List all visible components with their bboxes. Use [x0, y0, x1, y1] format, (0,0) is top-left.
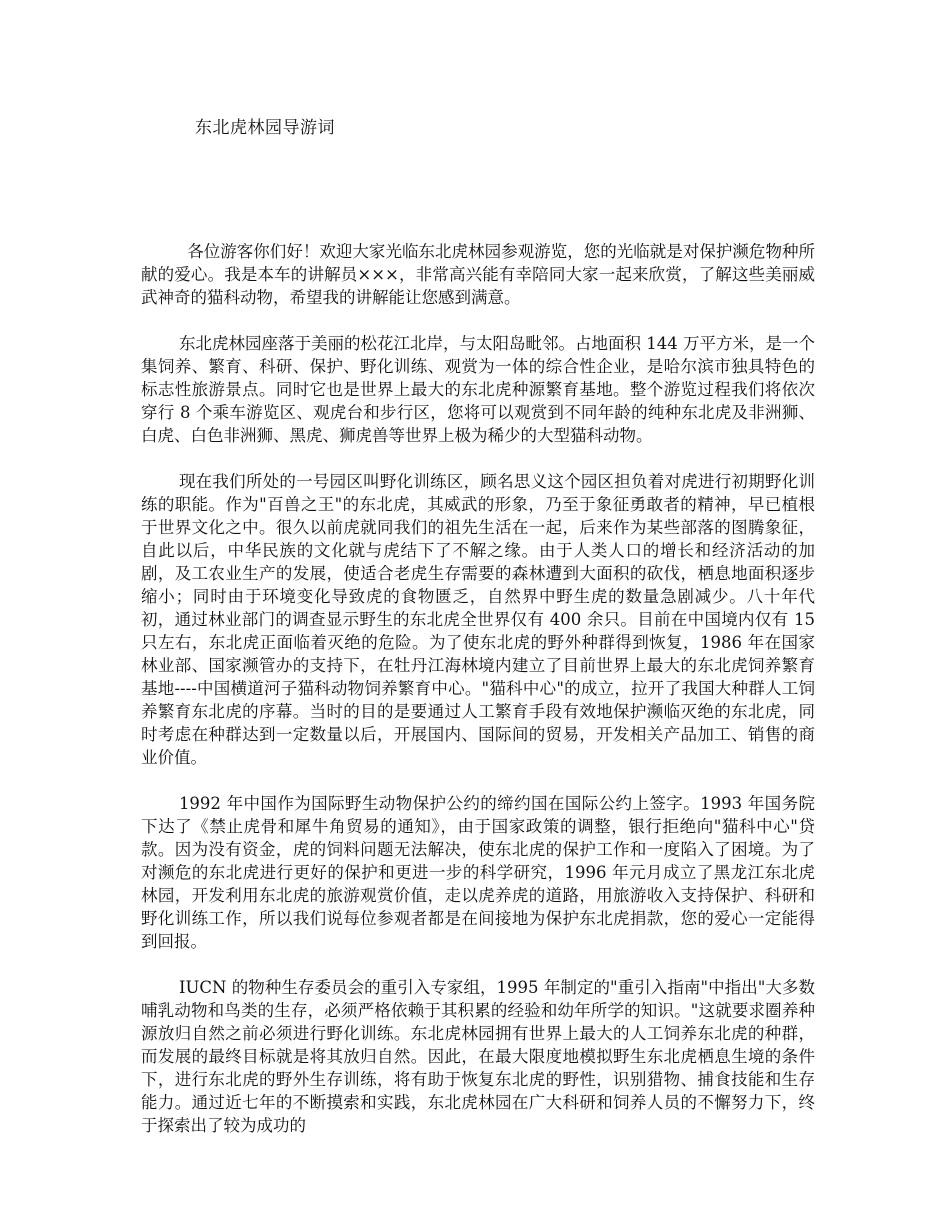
- paragraph-iucn-reintroduction: IUCN 的物种生存委员会的重引入专家组，1995 年制定的"重引入指南"中指出"大多数哺乳动物和鸟类的生存，必须严格依赖于其积累的经验和幼年所学的知识。"这就要求圈养种源放归自然之前必须进行野化训练。东北虎林园拥有世界上最大的人工饲养东北虎的种群，而发展的最终目标就是将其放归自然。因此，在最大限度地模拟野生东北虎栖息生境的条件下，进行东北虎的野外生存训练，将有助于恢复东北虎的野性，识别猎物、捕食技能和生存能力。通过近七年的不断摸索和实践，东北虎林园在广大科研和饲养人员的不懈努力下，终于探索出了较为成功的: [141, 978, 815, 1135]
- paragraph-history-1992: 1992 年中国作为国际野生动物保护公约的缔约国在国际公约上签字。1993 年国务院下达了《禁止虎骨和犀牛角贸易的通知》，由于国家政策的调整，银行拒绝向"猫科中心"贷款。因为没有资金，虎的饲料问题无法解决，使东北虎的保护工作和一度陷入了困境。为了对濒危的东北虎进行更好的保护和更进一步的科学研究，1996 年元月成立了黑龙江东北虎林园，开发利用东北虎的旅游观赏价值，走以虎养虎的道路，用旅游收入支持保护、科研和野化训练工作，所以我们说每位参观者都是在间接地为保护东北虎捐款，您的爱心一定能得到回报。: [141, 794, 815, 951]
- document-body: [141, 240, 815, 1160]
- document-title: 东北虎林园导游词: [195, 118, 335, 138]
- paragraph-wild-training-area: 现在我们所处的一号园区叫野化训练区，顾名思义这个园区担负着对虎进行初期野化训练的职能。作为"百兽之王"的东北虎，其威武的形象，乃至于象征勇敢者的精神，早已植根于世界文化之中。很久以前虎就同我们的祖先生活在一起，后来作为某些部落的图腾象征，自此以后，中华民族的文化就与虎结下了不解之缘。由于人类人口的增长和经济活动的加剧，及工农业生产的发展，使适合老虎生存需要的森林遭到大面积的砍伐，栖息地面积逐步缩小；同时由于环境变化导致虎的食物匮乏，自然界中野生虎的数量急剧减少。八十年代初，通过林业部门的调查显示野生的东北虎全世界仅有 400 余只。目前在中国境内仅有 15 只左右，东北虎正面临着灭绝的危险。为了使东北虎的野外种群得到恢复，1986 年在国家林业部、国家濒管办的支持下，在牡丹江海林境内建立了目前世界上最大的东北虎饲养繁育基地----中国横道河子猫科动物饲养繁育中心。"猫科中心"的成立，拉开了我国大种群人工饲养繁育东北虎的序幕。当时的目的是要通过人工繁育手段有效地保护濒临灭绝的东北虎，同时考虑在种群达到一定数量以后，开展国内、国际间的贸易，开发相关产品加工、销售的商业价值。: [141, 472, 815, 767]
- paragraph-welcome: 各位游客你们好！欢迎大家光临东北虎林园参观游览，您的光临就是对保护濒危物种所献的爱心。我是本车的讲解员×××，非常高兴能有幸陪同大家一起来欣赏，了解这些美丽威武神奇的猫科动物，希望我的讲解能让您感到满意。: [141, 242, 815, 307]
- paragraph-park-overview: 东北虎林园座落于美丽的松花江北岸，与太阳岛毗邻。占地面积 144 万平方米，是一个集饲养、繁育、科研、保护、野化训练、观赏为一体的综合性企业，是哈尔滨市独具特色的标志性旅游景点。同时它也是世界上最大的东北虎种源繁育基地。整个游览过程我们将依次穿行 8 个乘车游览区、观虎台和步行区，您将可以观赏到不同年龄的纯种东北虎及非洲狮、白虎、白色非洲狮、黑虎、狮虎兽等世界上极为稀少的大型猫科动物。: [141, 334, 815, 445]
